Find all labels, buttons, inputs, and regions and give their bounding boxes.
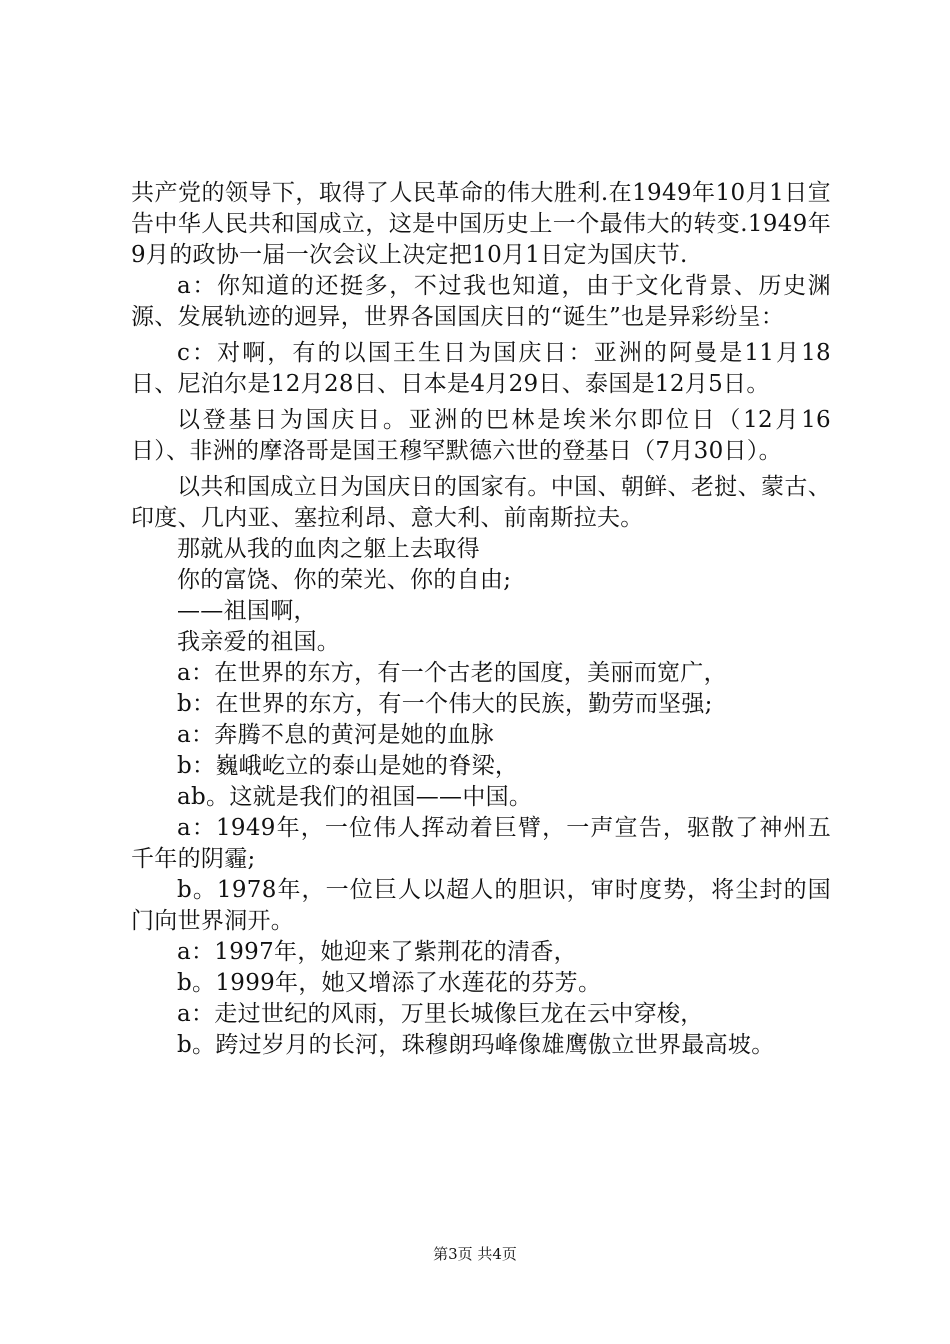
paragraph: b。1999年，她又增添了水莲花的芬芳。 — [177, 970, 602, 996]
paragraph: 以共和国成立日为国庆日的国家有。中国、朝鲜、老挝、蒙古、印度、几内亚、塞拉利昂、意大利、前南斯拉夫。 — [131, 474, 831, 531]
paragraph: a：奔腾不息的黄河是她的血脉 — [177, 722, 494, 748]
paragraph: 共产党的领导下，取得了人民革命的伟大胜利.在1949年10月1日宣告中华人民共和国成立，这是中国历史上一个最伟大的转变.1949年9月的政协一届一次会议上决定把10月1日定为国庆节. — [131, 180, 831, 268]
paragraph: ab。这就是我们的祖国——中国。 — [177, 784, 533, 810]
paragraph: 以登基日为国庆日。亚洲的巴林是埃米尔即位日（12月16日）、非洲的摩洛哥是国王穆罕默德六世的登基日（7月30日）。 — [131, 407, 831, 464]
paragraph: a：你知道的还挺多，不过我也知道，由于文化背景、历史渊源、发展轨迹的迥异，世界各国国庆日的“诞生”也是异彩纷呈： — [131, 273, 831, 330]
paragraph: 你的富饶、你的荣光、你的自由; — [177, 567, 512, 593]
page-number-label: 第3页 共4页 — [433, 1245, 517, 1263]
page-footer — [0, 1244, 950, 1264]
paragraph: b。跨过岁月的长河，珠穆朗玛峰像雄鹰傲立世界最高坡。 — [177, 1032, 775, 1058]
paragraph: b。1978年，一位巨人以超人的胆识，审时度势，将尘封的国门向世界洞开。 — [131, 877, 831, 934]
document-body — [131, 178, 831, 1061]
paragraph: b：在世界的东方，有一个伟大的民族，勤劳而坚强; — [177, 691, 713, 717]
paragraph: c：对啊，有的以国王生日为国庆日：亚洲的阿曼是11月18日、尼泊尔是12月28日、日本是4月29日、泰国是12月5日。 — [131, 340, 831, 397]
paragraph: a：走过世纪的风雨，万里长城像巨龙在云中穿梭， — [177, 1001, 704, 1027]
paragraph: 那就从我的血肉之躯上去取得 — [177, 536, 480, 562]
paragraph: a：在世界的东方，有一个古老的国度，美丽而宽广， — [177, 660, 727, 686]
paragraph: ——祖国啊， — [177, 598, 317, 624]
paragraph: 我亲爱的祖国。 — [177, 629, 341, 655]
paragraph: a：1949年，一位伟人挥动着巨臂，一声宣告，驱散了神州五千年的阴霾; — [131, 815, 831, 872]
paragraph: a：1997年，她迎来了紫荆花的清香， — [177, 939, 577, 965]
paragraph: b：巍峨屹立的泰山是她的脊梁， — [177, 753, 519, 779]
